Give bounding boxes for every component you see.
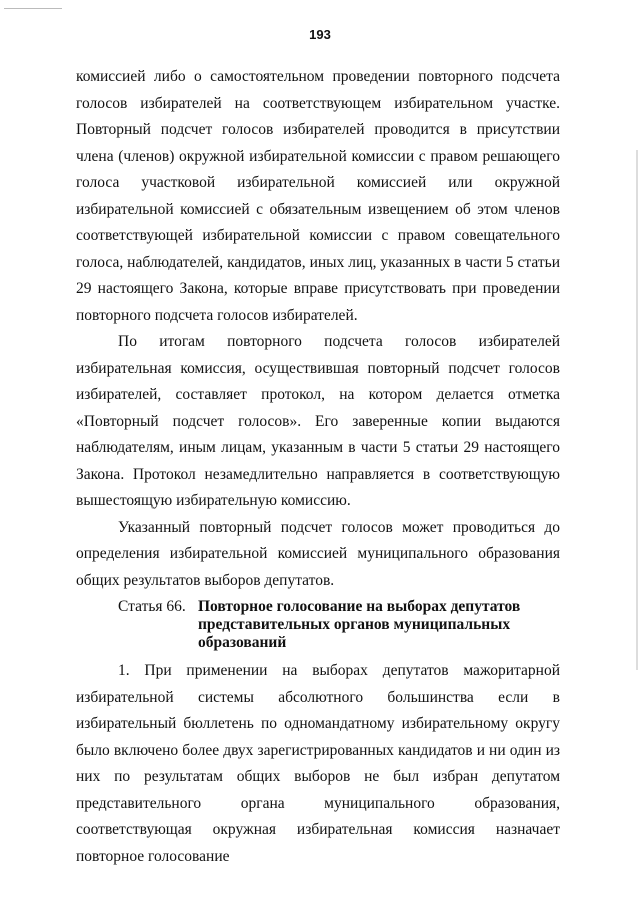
paragraph-protocol: По итогам повторного подсчета голосов избирателей избирательная комиссия, осуществившая повторный подсчет голосов избирателей, составляет протокол, на котором делается отметка «Повторный подсчет голосов». Его заверенные копии выдаются наблюдателям, иным лицам, указанным в части 5 статьи 29 настоящего Закона. Протокол незамедлительно направляется в соответствующую вышестоящую избирательную комиссию. [76, 333, 560, 509]
page-number: 193 [309, 27, 331, 42]
article-title: Повторное голосование на выборах депутатов представительных органов муниципальных образований [198, 598, 521, 651]
paragraph-continuation: комиссией либо о самостоятельном проведении повторного подсчета голосов избирателей на соответствующем избирательном участке. Повторный подсчет голосов избирателей проводится в присутствии члена (членов) окружной избирательной комиссии с правом решающего голоса участковой избирательной комиссией или окружной избирательной комиссией с обязательным извещением об этом членов соответствующей избирательной комиссии с правом совещательного голоса, наблюдателей, кандидатов, иных лиц, указанных в части 5 статьи 29 настоящего Закона, которые вправе присутствовать при проведении повторного подсчета голосов избирателей. [76, 68, 560, 324]
article-heading [76, 598, 560, 652]
paragraph-recount-timing: Указанный повторный подсчет голосов может проводиться до определения избирательной комиссией муниципального образования общих результатов выборов депутатов. [76, 518, 560, 589]
scan-edge-shadow [636, 150, 638, 670]
article-number: Статья 66. [118, 598, 186, 615]
scan-corner-mark [4, 8, 62, 9]
paragraph-clause-1: 1. При применении на выборах депутатов мажоритарной избирательной системы абсолютного большинства если в избирательный бюллетень по одномандатному избирательному округу было включено более двух зарегистрированных кандидатов и ни один из них по результатам общих выборов не был избран депутатом представительного органа муниципального образования, соответствующая окружная избирательная комиссия назначает повторное голосование [76, 662, 560, 865]
document-body [76, 64, 560, 870]
